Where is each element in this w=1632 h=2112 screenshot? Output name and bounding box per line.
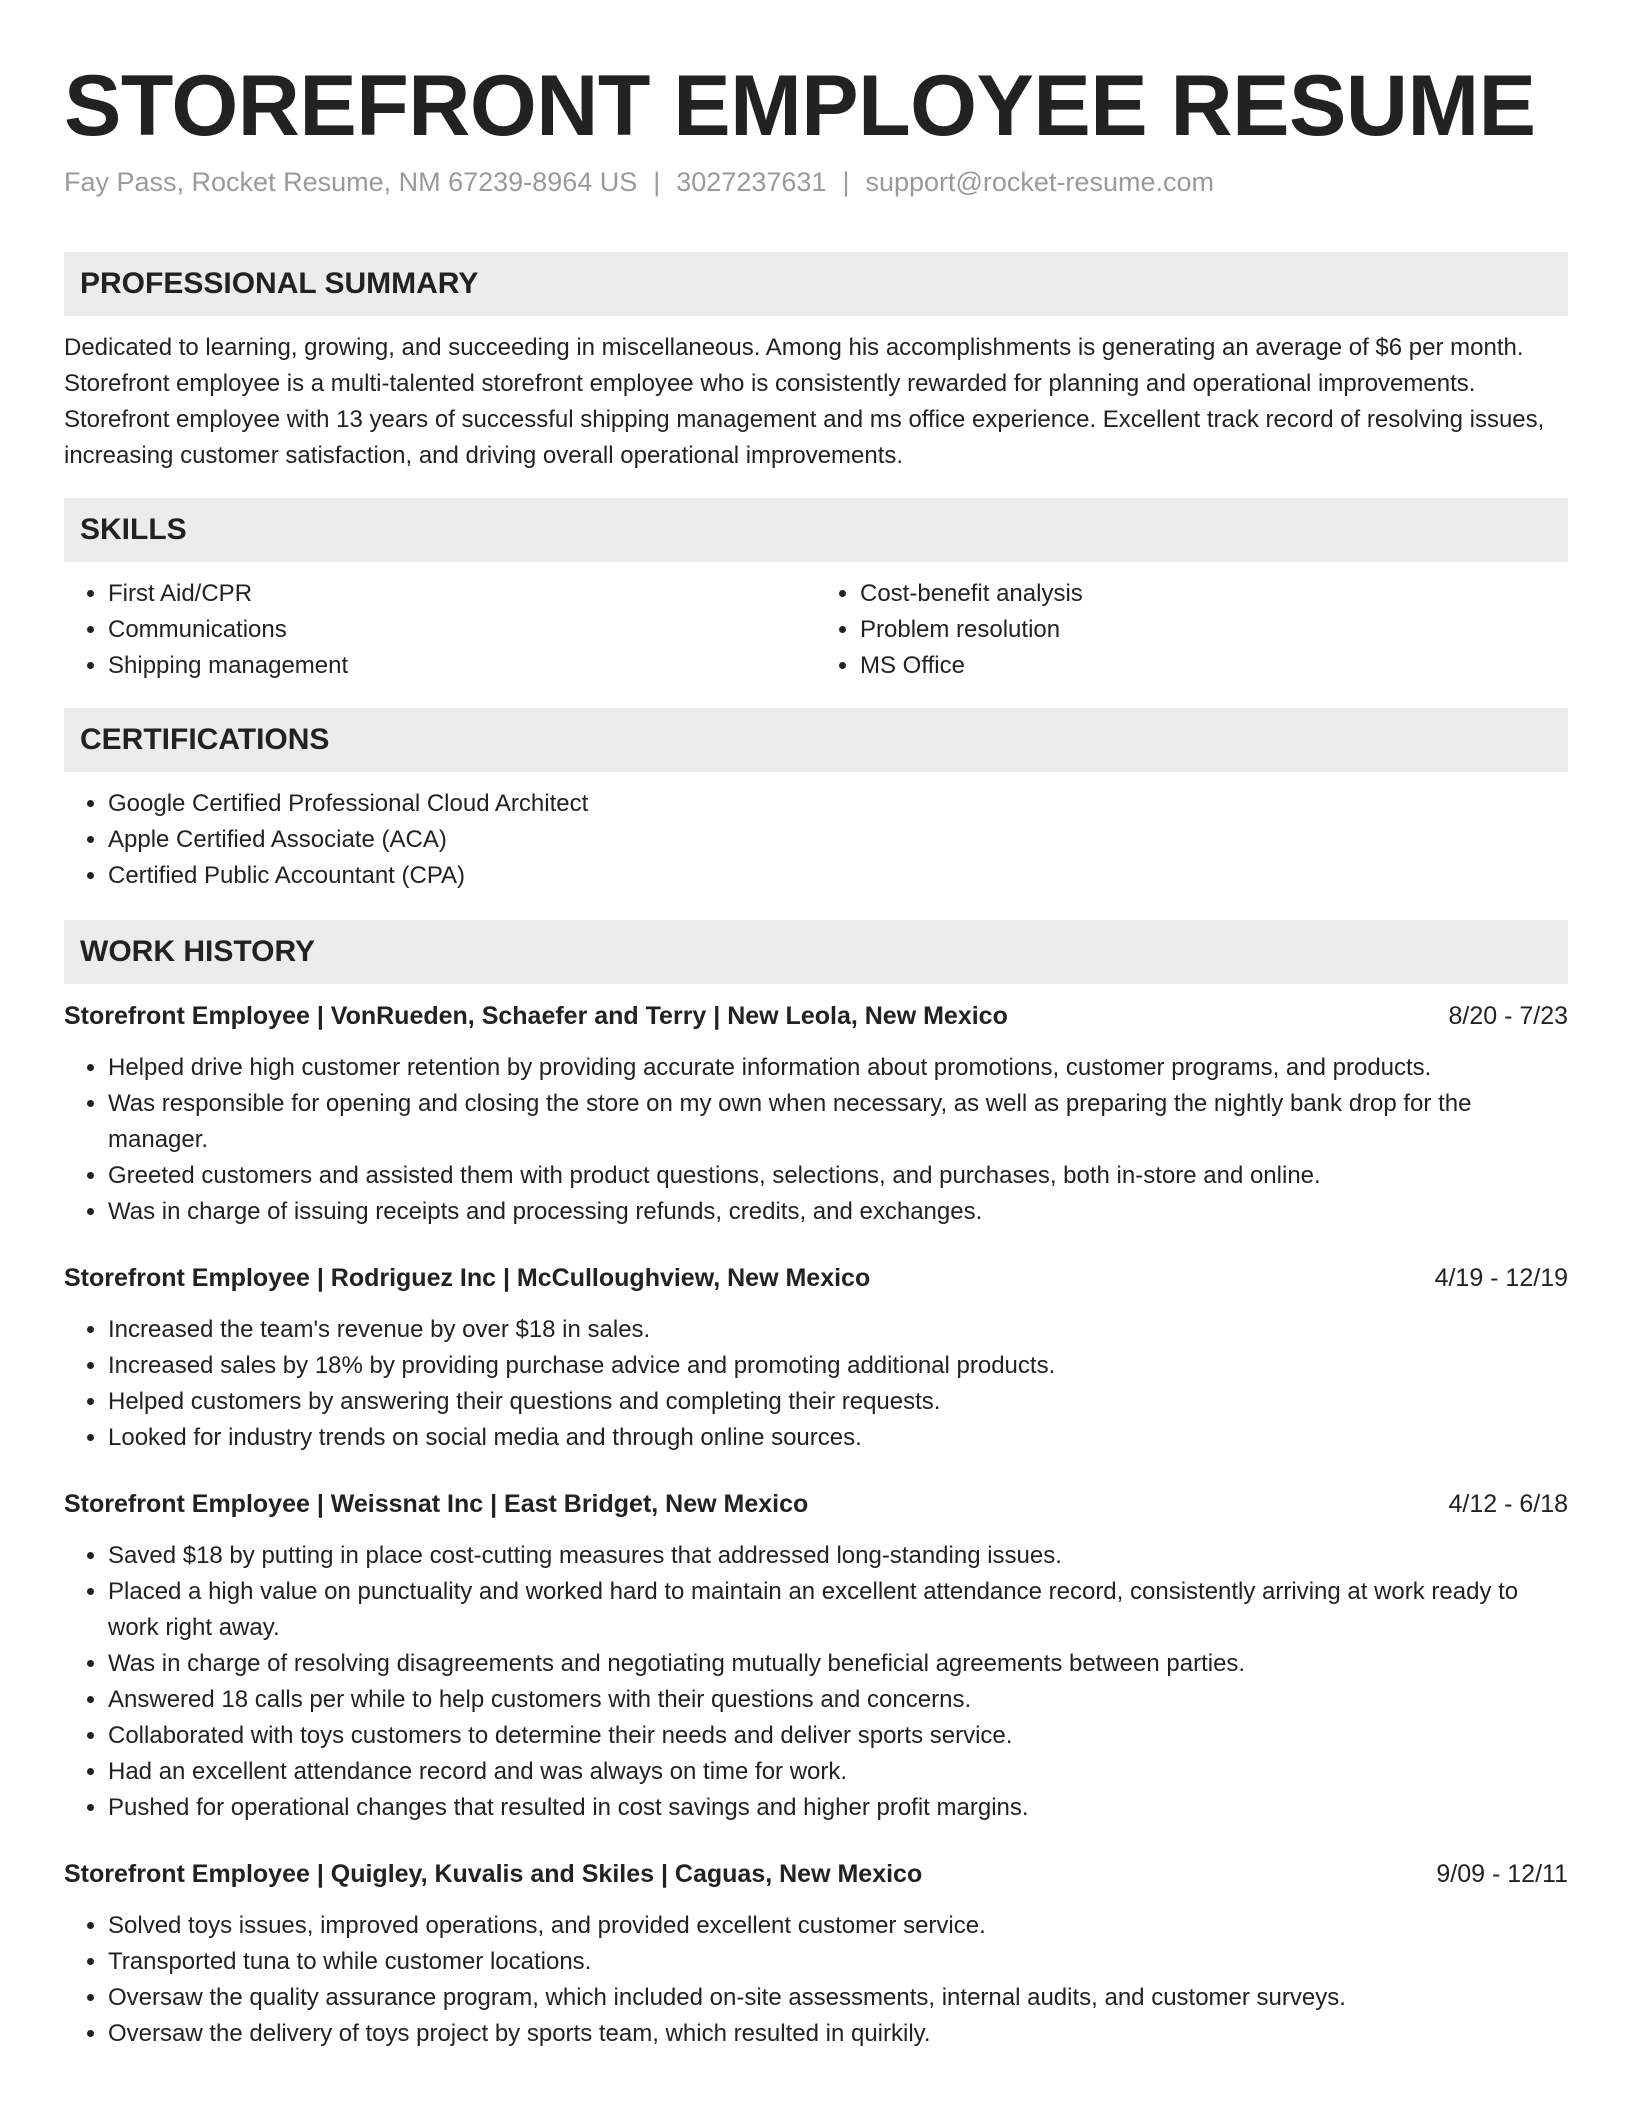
skill-item: • MS Office	[860, 648, 1568, 684]
skills-list	[64, 576, 1568, 684]
contact-separator: |	[653, 167, 661, 197]
summary-text: Dedicated to learning, growing, and succeeding in miscellaneous. Among his accomplishments is generating an average of $6 per month. Storefront employee is a multi-talented storefront employee who is consistently rewarded for planning and operational improvements. Storefront employee with 13 years of successful shipping management and ms office experience. Excellent track record of resolving issues, increasing customer satisfaction, and driving overall operational improvements.	[64, 334, 1545, 469]
contact-email: support@rocket-resume.com	[865, 167, 1214, 197]
job-header	[64, 1260, 1568, 1296]
job-bullet: • Transported tuna to while customer locations.	[108, 1944, 1568, 1980]
job-entry	[64, 998, 1568, 1230]
job-entry	[64, 1260, 1568, 1456]
job-bullet: • Collaborated with toys customers to determine their needs and deliver sports service.	[108, 1718, 1568, 1754]
contact-separator: |	[842, 167, 850, 197]
certification-item: • Apple Certified Associate (ACA)	[108, 822, 1568, 858]
certification-item: • Google Certified Professional Cloud Architect	[108, 786, 1568, 822]
job-title: Storefront Employee | Rodriguez Inc | McCulloughview, New Mexico	[64, 1264, 871, 1292]
skill-item: • Shipping management	[108, 648, 816, 684]
contact-address: Fay Pass, Rocket Resume, NM 67239-8964 US	[64, 167, 638, 197]
job-bullets	[64, 1538, 1568, 1826]
job-bullet: • Helped drive high customer retention by providing accurate information about promotions, customer programs, and products.	[108, 1050, 1568, 1086]
summary-heading: PROFESSIONAL SUMMARY	[64, 252, 1568, 316]
skills-column-left	[64, 576, 816, 684]
job-bullet: • Solved toys issues, improved operations, and provided excellent customer service.	[108, 1908, 1568, 1944]
work-history-heading: WORK HISTORY	[64, 920, 1568, 984]
job-dates: 4/19 - 12/19	[1434, 1264, 1568, 1292]
job-bullet: • Helped customers by answering their questions and completing their requests.	[108, 1384, 1568, 1420]
job-bullets	[64, 1050, 1568, 1230]
job-header	[64, 998, 1568, 1034]
contact-phone: 3027237631	[676, 167, 827, 197]
job-dates: 9/09 - 12/11	[1436, 1860, 1568, 1888]
job-bullet: • Was in charge of issuing receipts and processing refunds, credits, and exchanges.	[108, 1194, 1568, 1230]
skill-item: • First Aid/CPR	[108, 576, 816, 612]
job-bullet: • Looked for industry trends on social media and through online sources.	[108, 1420, 1568, 1456]
skills-column-right	[816, 576, 1568, 684]
job-dates: 8/20 - 7/23	[1448, 1002, 1568, 1030]
job-bullet: • Pushed for operational changes that resulted in cost savings and higher profit margins.	[108, 1790, 1568, 1826]
skill-item: • Cost-benefit analysis	[860, 576, 1568, 612]
job-entry	[64, 1856, 1568, 2052]
skill-item: • Communications	[108, 612, 816, 648]
job-title: Storefront Employee | Weissnat Inc | East Bridget, New Mexico	[64, 1490, 809, 1518]
certifications-list	[64, 786, 1568, 894]
skill-item: • Problem resolution	[860, 612, 1568, 648]
job-bullet: • Increased sales by 18% by providing purchase advice and promoting additional products.	[108, 1348, 1568, 1384]
contact-line	[64, 164, 1568, 200]
job-bullet: • Was responsible for opening and closing the store on my own when necessary, as well as preparing the nightly bank drop for the manager.	[108, 1086, 1568, 1158]
job-title: Storefront Employee | VonRueden, Schaefer and Terry | New Leola, New Mexico	[64, 1002, 1008, 1030]
job-bullet: • Oversaw the delivery of toys project by sports team, which resulted in quirkily.	[108, 2016, 1568, 2052]
job-header	[64, 1856, 1568, 1892]
job-bullet: • Saved $18 by putting in place cost-cutting measures that addressed long-standing issues.	[108, 1538, 1568, 1574]
job-bullet: • Greeted customers and assisted them with product questions, selections, and purchases, both in-store and online.	[108, 1158, 1568, 1194]
certification-item: • Certified Public Accountant (CPA)	[108, 858, 1568, 894]
job-bullet: • Had an excellent attendance record and was always on time for work.	[108, 1754, 1568, 1790]
job-bullet: • Answered 18 calls per while to help customers with their questions and concerns.	[108, 1682, 1568, 1718]
job-bullet: • Placed a high value on punctuality and worked hard to maintain an excellent attendance record, consistently arriving at work ready to work right away.	[108, 1574, 1568, 1646]
job-bullet: • Oversaw the quality assurance program, which included on-site assessments, internal audits, and customer surveys.	[108, 1980, 1568, 2016]
skills-heading: SKILLS	[64, 498, 1568, 562]
job-bullets	[64, 1312, 1568, 1456]
job-title: Storefront Employee | Quigley, Kuvalis and Skiles | Caguas, New Mexico	[64, 1860, 923, 1888]
job-entry	[64, 1486, 1568, 1826]
job-bullets	[64, 1908, 1568, 2052]
job-header	[64, 1486, 1568, 1522]
job-bullet: • Was in charge of resolving disagreements and negotiating mutually beneficial agreements between parties.	[108, 1646, 1568, 1682]
certifications-heading: CERTIFICATIONS	[64, 708, 1568, 772]
resume-title: STOREFRONT EMPLOYEE RESUME	[64, 58, 1536, 154]
job-dates: 4/12 - 6/18	[1448, 1490, 1568, 1518]
job-bullet: • Increased the team's revenue by over $18 in sales.	[108, 1312, 1568, 1348]
